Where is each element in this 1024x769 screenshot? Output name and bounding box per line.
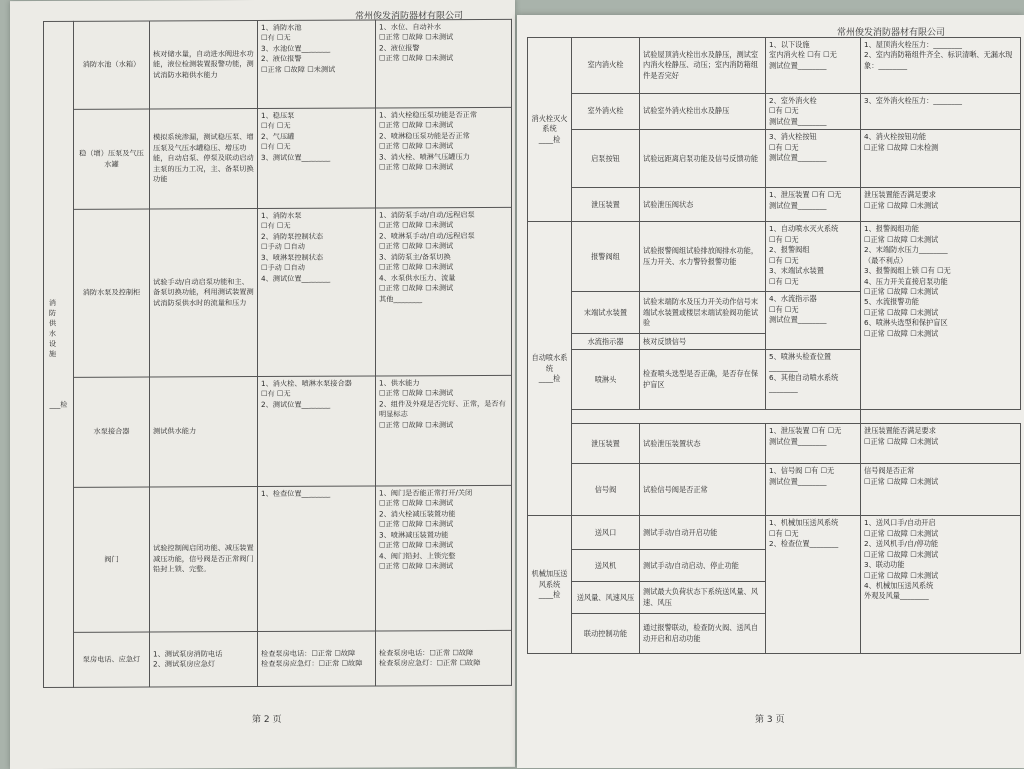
fan-results	[861, 516, 1021, 654]
item-desc: 试验室外消火栓出水及静压	[640, 94, 766, 130]
form-line[interactable]: 2、测试位置________	[261, 399, 331, 409]
form-line: 3、联动功能	[864, 560, 905, 570]
item-name: 泄压装置	[572, 424, 640, 464]
form-line: 1、消火栓稳压泵功能是否正常	[379, 110, 478, 120]
form-line[interactable]: 3、室外消火栓压力：________	[864, 96, 963, 105]
item-desc: 检查喷头选型是否正确，是否存在保护盲区	[640, 350, 766, 410]
form-line: 4、水流指示器	[769, 294, 817, 304]
group-check: ____检	[538, 134, 561, 144]
form-line[interactable]: 测试位置________	[769, 116, 827, 126]
form-line[interactable]: 1、泄压装置 ☐有 ☐无	[769, 426, 842, 436]
form-line[interactable]: ☐正常 ☐故障 ☐未测试	[864, 549, 939, 559]
item-name: 送风机	[572, 550, 640, 582]
form-line: 1、供水能力	[379, 378, 420, 388]
form-line: 3、消防泵主/备泵切换	[379, 251, 451, 262]
form-line: 1、消防水池	[261, 22, 302, 33]
right-page	[517, 15, 1024, 768]
item-desc: 试验远距离启泵功能及信号反馈功能	[640, 130, 766, 188]
item-col3	[258, 208, 376, 377]
form-line: 4、消火栓按钮功能	[864, 132, 927, 142]
company-header: 常州俊发消防器材有限公司	[837, 28, 946, 38]
item-name: 喷淋头	[572, 350, 640, 410]
form-line[interactable]: ☐正常 ☐故障 ☐未测试	[379, 32, 454, 42]
form-line: 2、报警阀组	[769, 245, 810, 255]
item-desc: 试验屋顶消火栓出水及静压，测试室内消火栓静压、动压；室内消防箱组件是否完好	[640, 38, 766, 94]
form-line[interactable]: ☐有 ☐无	[261, 389, 291, 399]
form-line[interactable]: ☐正常 ☐故障 ☐未测试	[864, 528, 939, 538]
item-desc: 模拟系统渗漏，测试稳压泵、增压泵及气压水罐稳压、增压功能，自动启泵、停泵及联动启动主泵的压力工况，主、备泵切换功能	[150, 109, 258, 209]
item-name: 水流指示器	[572, 334, 640, 350]
form-line[interactable]: ☐有 ☐无	[769, 234, 799, 244]
form-line: 1、消防水泵	[261, 210, 302, 221]
item-col3	[766, 424, 861, 464]
form-line[interactable]: 6、其他自动喷水系统________	[769, 373, 839, 393]
form-line: 3、消火栓按钮	[769, 132, 817, 142]
form-line[interactable]: 1、检查位置________	[261, 488, 331, 499]
item-name: 阀门	[74, 487, 150, 632]
form-line[interactable]: ☐正常 ☐故障 ☐未测试	[379, 241, 454, 251]
system-label: 消防供水设施	[48, 298, 58, 360]
form-line: 1、以下设施	[769, 40, 810, 49]
form-line: 1、机械加压送风系统	[769, 518, 839, 528]
form-line[interactable]: ☐正常 ☐故障 ☐未测试	[864, 436, 939, 446]
item-desc: 测试供水能力	[150, 377, 258, 487]
item-desc: 试验报警阀组试验排放阀排水功能，压力开关、水力警铃报警功能	[640, 222, 766, 292]
item-col4	[861, 94, 1021, 130]
item-desc: 试验手动/自动启泵功能和主、备泵切换功能，利用测试装置测试消防泵供水时的流量和压力	[150, 209, 258, 377]
item-col4	[376, 107, 512, 208]
item-col4	[376, 630, 512, 686]
form-line[interactable]: ☐正常 ☐故障 ☐未测试	[864, 200, 939, 210]
form-line: 2、室外消火栓	[769, 96, 817, 105]
item-name: 水泵接合器	[74, 377, 150, 487]
form-line[interactable]: ☐正常 ☐故障 ☐未测试	[379, 120, 454, 130]
group-label-cell	[528, 38, 572, 222]
form-line[interactable]: 2、末端防水压力________	[864, 245, 948, 255]
form-line: 1、阀门是否能正常打开/关闭	[379, 488, 473, 498]
group-label-cell	[528, 516, 572, 654]
item-col4	[861, 38, 1021, 94]
form-line: 泄压装置能否满足要求	[864, 190, 936, 200]
group-label: 自动喷水系统	[531, 353, 568, 373]
item-name: 室内消火栓	[572, 38, 640, 94]
form-line[interactable]: 检查泵房电话：☐正常 ☐故障	[379, 647, 474, 658]
form-line[interactable]: ☐有 ☐无	[261, 121, 291, 131]
form-line[interactable]: 测试位置________	[769, 60, 827, 70]
item-col3	[766, 130, 861, 188]
form-line[interactable]: 室内消火栓 ☐有 ☐无	[769, 50, 837, 60]
form-line[interactable]: ☐正常 ☐故障 ☐未测试	[379, 419, 454, 430]
item-col3	[766, 38, 861, 94]
item-name: 泵房电话、应急灯	[74, 632, 150, 687]
left-inspection-table	[43, 19, 512, 688]
form-line[interactable]: ☐正常 ☐故障 ☐未测试	[379, 388, 454, 398]
form-line: 2、消防泵控制状态	[261, 231, 324, 241]
form-line: 2、喷淋稳压泵功能是否正常	[379, 130, 470, 141]
form-line[interactable]: ☐正常 ☐故障 ☐未测试	[379, 53, 454, 63]
company-header: 常州俊发消防器材有限公司	[355, 11, 464, 22]
page-number: 第 2 页	[252, 714, 282, 726]
form-line: 4、水泵供水压力、流量	[379, 272, 456, 283]
form-line[interactable]: ☐有 ☐无	[261, 33, 291, 43]
form-line[interactable]: 3、水池位置________	[261, 43, 331, 53]
form-line: （最不利点）	[864, 255, 908, 265]
form-line[interactable]: 3、测试位置________	[261, 152, 331, 162]
form-line[interactable]: ☐有 ☐无	[769, 276, 799, 286]
form-line[interactable]: ☐有 ☐无	[261, 142, 291, 152]
item-desc: 试验控制阀启闭功能、减压装置减压功能，信号阀是否正常阀门铅封上锁、完整。	[150, 487, 258, 632]
left-page	[10, 0, 515, 769]
form-line[interactable]: ☐正常 ☐故障 ☐未测试	[864, 307, 939, 317]
item-desc: 1、测试泵房消防电话 2、测试泵房应急灯	[150, 632, 258, 687]
form-line: 3、消火栓、喷淋气压罐压力	[379, 151, 470, 162]
right-inspection-table	[527, 37, 1021, 654]
form-line: 信号阀是否正常	[864, 466, 915, 476]
form-line[interactable]: ☐正常 ☐故障 ☐未测试	[864, 570, 939, 580]
item-col3	[766, 350, 861, 410]
form-line: 1、水位、自动补水	[379, 22, 442, 32]
item-col3	[766, 292, 861, 350]
item-col3	[766, 94, 861, 130]
group-check: ____检	[538, 374, 561, 384]
form-line[interactable]: 其他________	[379, 293, 423, 303]
form-line: 1、自动喷水灭火系统	[769, 224, 839, 234]
form-line: 4、阀门铅封、上锁完整	[379, 550, 456, 561]
item-col3	[766, 222, 861, 292]
form-line[interactable]: 1、屋顶消火栓压力：________	[864, 40, 963, 49]
form-line: 4、压力开关直接启泵功能	[864, 276, 948, 286]
form-line[interactable]: ☐正常 ☐故障 ☐未测试	[261, 64, 336, 74]
form-line[interactable]: 测试位置________	[769, 200, 827, 210]
item-name: 报警阀组	[572, 222, 640, 292]
item-col4	[376, 19, 512, 108]
form-line: 2、送风机手/自/停功能	[864, 539, 939, 549]
form-line: 2、消火栓减压装置功能	[379, 509, 456, 519]
sprinkler-results	[861, 222, 1021, 410]
form-line: 1、送风口手/自动开启	[864, 518, 936, 528]
form-line[interactable]: ☐正常 ☐故障 ☐未测试	[379, 561, 454, 571]
item-name: 室外消火栓	[572, 94, 640, 130]
form-line[interactable]: ☐有 ☐无	[769, 528, 799, 538]
form-line: 2、液位报警	[379, 43, 420, 53]
form-line: 泄压装置能否满足要求	[864, 426, 936, 436]
form-line[interactable]: ☐正常 ☐故障 ☐未检测	[864, 142, 939, 152]
form-line[interactable]: 1、泄压装置 ☐有 ☐无	[769, 190, 842, 200]
item-name: 联动控制功能	[572, 614, 640, 654]
form-line[interactable]: ☐手动 ☐自动	[261, 263, 305, 273]
form-line[interactable]: ☐正常 ☐故障 ☐未测试	[864, 234, 939, 244]
form-line[interactable]: 检查泵房应急灯：☐正常 ☐故障	[261, 658, 363, 669]
form-line[interactable]: ☐正常 ☐故障 ☐未测试	[864, 328, 939, 338]
group-check: ____检	[538, 590, 561, 600]
form-line[interactable]: ☐正常 ☐故障 ☐未测试	[379, 283, 454, 293]
form-line[interactable]: ☐手动 ☐自动	[261, 242, 305, 252]
form-line[interactable]: ☐正常 ☐故障 ☐未测试	[379, 519, 454, 529]
form-line[interactable]: ☐有 ☐无	[261, 221, 291, 231]
form-line: 2、喷淋泵手动/自动/远程启泵	[379, 230, 475, 241]
form-line: 1、报警阀组功能	[864, 224, 919, 234]
item-col4	[861, 464, 1021, 516]
form-line[interactable]: ☐正常 ☐故障 ☐未测试	[379, 498, 454, 508]
form-line[interactable]: ☐有 ☐无	[769, 255, 799, 265]
form-line: 2、气压罐	[261, 131, 295, 141]
form-line[interactable]: ☐有 ☐无	[769, 106, 799, 116]
item-col4	[861, 130, 1021, 188]
form-line: 1、消火栓、喷淋水泵接合器	[261, 378, 352, 389]
item-name: 消防水泵及控制柜	[74, 209, 150, 377]
item-name: 稳（增）压泵及气压水罐	[74, 109, 150, 209]
form-line[interactable]: ☐正常 ☐故障 ☐未测试	[379, 540, 454, 550]
group-label-cell	[528, 222, 572, 516]
item-desc: 测试手动/自动启动、停止功能	[640, 550, 766, 582]
item-desc: 测试手动/自动开启功能	[640, 516, 766, 550]
item-col4	[376, 375, 512, 486]
item-name: 信号阀	[572, 464, 640, 516]
form-line[interactable]: 测试位置________	[769, 315, 827, 325]
item-desc: 试验信号阀是否正常	[640, 464, 766, 516]
form-line[interactable]: 3、报警阀组上锁 ☐有 ☐无	[864, 266, 951, 276]
item-name: 送风口	[572, 516, 640, 550]
form-line[interactable]: 检查泵房应急灯：☐正常 ☐故障	[379, 658, 481, 668]
form-line[interactable]: 5、喷淋头检查位置________	[769, 352, 832, 372]
item-col4	[376, 485, 512, 631]
form-line[interactable]: ☐正常 ☐故障 ☐未测试	[379, 162, 454, 172]
form-line[interactable]: ☐正常 ☐故障 ☐未测试	[379, 220, 454, 230]
item-col3	[766, 188, 861, 222]
system-label-cell	[44, 21, 74, 687]
form-line[interactable]: 检查泵房电话：☐正常 ☐故障	[261, 648, 356, 658]
item-name: 泄压装置	[572, 188, 640, 222]
check-label: ___检	[49, 399, 68, 409]
form-line: 2、组件及外观是否完好、正常，是否有明显标志	[379, 398, 506, 419]
form-line: 1、消防泵手动/自动/远程启泵	[379, 210, 475, 220]
item-col3	[258, 376, 376, 487]
item-desc: 试验泄压装置状态	[640, 424, 766, 464]
form-line[interactable]: ☐正常 ☐故障 ☐未测试	[864, 476, 939, 486]
item-desc: 试验泄压阀状态	[640, 188, 766, 222]
item-name: 末端试水装置	[572, 292, 640, 334]
form-line: 3、末端试水装置	[769, 266, 824, 276]
item-desc: 试验末端防水及压力开关动作信号末端试水装置或楼层末端试验阀功能试验	[640, 292, 766, 334]
form-line[interactable]: ☐有 ☐无	[769, 304, 799, 314]
group-label: 消火栓灭火系统	[531, 114, 568, 134]
item-desc: 测试最大负荷状态下系统送风量、风速、风压	[640, 582, 766, 614]
form-line[interactable]: ☐有 ☐无	[769, 142, 799, 152]
form-line[interactable]: 测试位置________	[769, 436, 827, 446]
form-line[interactable]: ☐正常 ☐故障 ☐未测试	[379, 141, 454, 151]
form-line: 4、机械加压送风系统	[864, 580, 934, 590]
form-line[interactable]: 测试位置________	[769, 153, 827, 163]
form-line[interactable]: 1、信号阀 ☐有 ☐无	[769, 466, 835, 476]
form-line[interactable]: 4、测试位置________	[261, 273, 331, 283]
form-line[interactable]: ☐正常 ☐故障 ☐未测试	[864, 286, 939, 296]
item-col3	[766, 464, 861, 516]
form-line: 6、喷淋头选型和保护盲区	[864, 318, 948, 328]
item-col4	[861, 424, 1021, 464]
item-desc: 核对反馈信号	[640, 334, 766, 350]
group-label: 机械加压送风系统	[531, 569, 568, 589]
item-desc: 核对储水量，自动进水阀进水功能，液位检测装置报警功能，测试消防水箱供水能力	[150, 21, 258, 109]
item-name: 送风量、风速风压	[572, 582, 640, 614]
fan-col3	[766, 516, 861, 654]
item-col3	[258, 486, 376, 632]
item-col3	[258, 631, 376, 687]
form-line[interactable]: 外观及风量________	[864, 591, 929, 601]
form-line: 3、喷淋减压装置功能	[379, 529, 449, 540]
form-line: 3、喷淋泵控制状态	[261, 252, 324, 262]
form-line: 1、稳压泵	[261, 110, 295, 121]
form-line[interactable]: ☐正常 ☐故障 ☐未测试	[379, 262, 454, 272]
item-name: 消防水池（水箱）	[74, 21, 150, 109]
page-number: 第 3 页	[755, 715, 785, 725]
item-col4	[861, 188, 1021, 222]
form-line: 5、水流报警功能	[864, 297, 919, 307]
item-col3	[258, 108, 376, 209]
form-line: 2、液位报警	[261, 54, 302, 64]
item-name: 启泵按钮	[572, 130, 640, 188]
form-line[interactable]: 2、室内消防箱组件齐全、标识清晰、无漏水现象：________	[864, 50, 1013, 70]
form-line[interactable]: 测试位置________	[769, 476, 827, 486]
item-col3	[258, 20, 376, 109]
form-line[interactable]: 2、检查位置________	[769, 539, 839, 549]
item-desc: 通过报警联动，检查防火阀、送风自动开启和启动功能	[640, 614, 766, 654]
item-col4	[376, 207, 512, 376]
